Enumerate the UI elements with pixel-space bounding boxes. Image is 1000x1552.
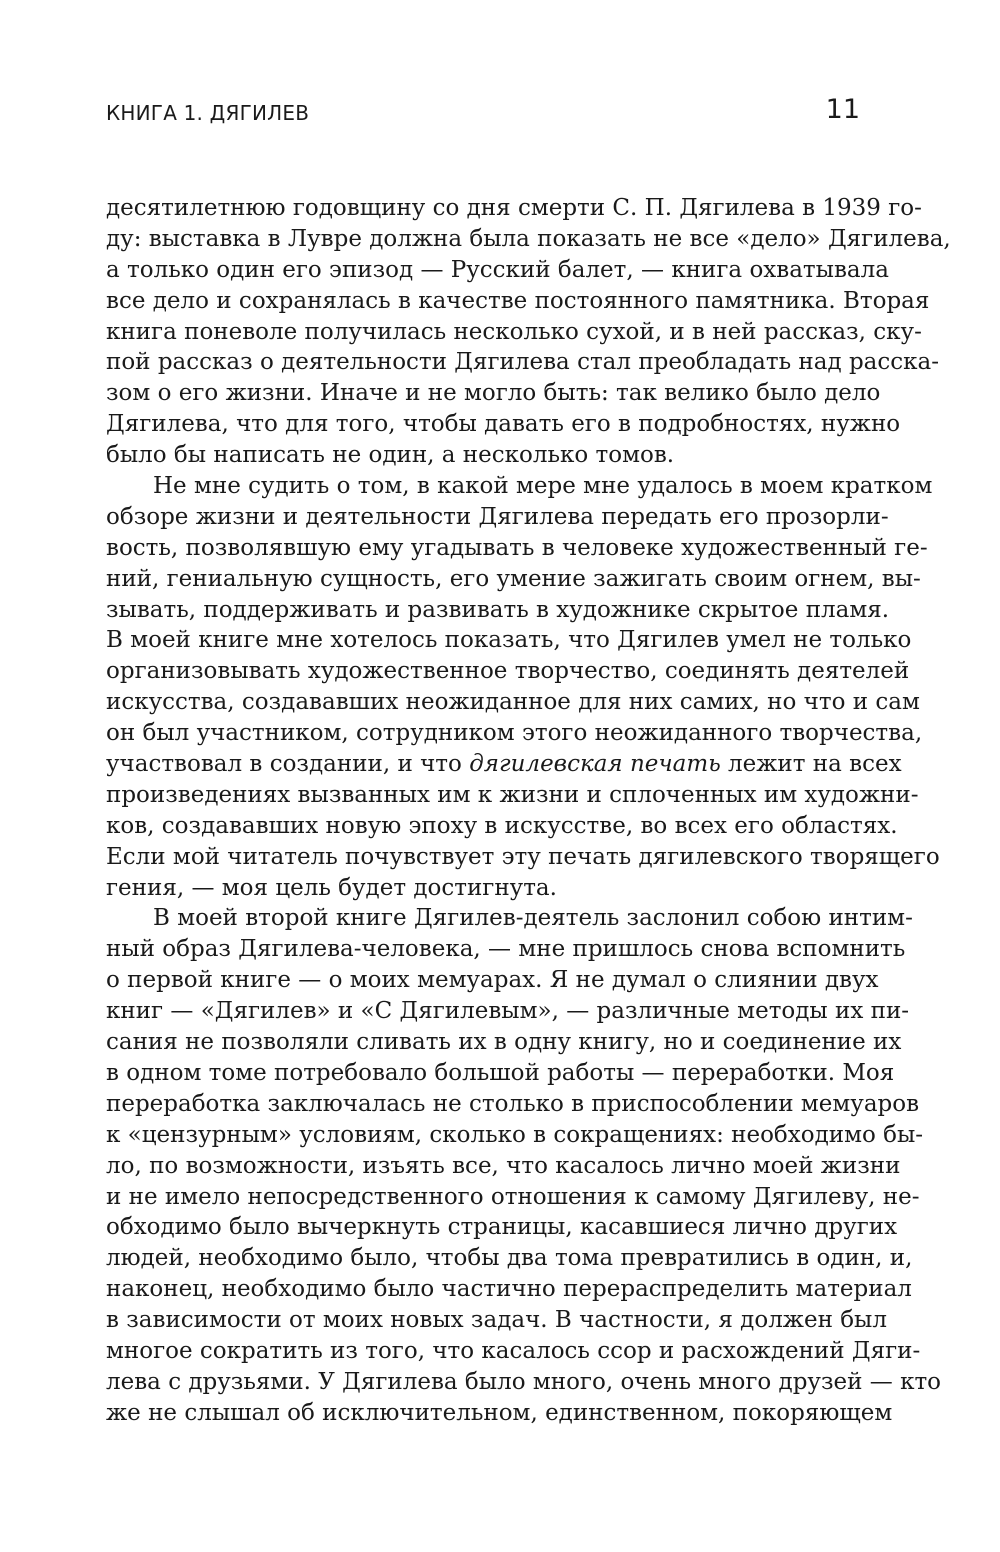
text-line: в зависимости от моих новых задач. В частности, я должен был [106, 1307, 887, 1334]
text-line: Если мой читатель почувствует эту печать дягилевского творящего [106, 843, 940, 870]
text-line: гения, — моя цель будет достигнута. [106, 874, 557, 901]
text-line: а только один его эпизод — Русский балет, — книга охватывала [106, 256, 889, 283]
text-line: книг — «Дягилев» и «С Дягилевым», — различные методы их пи- [106, 998, 910, 1025]
text-line: в одном томе потребовало большой работы — переработки. Моя [106, 1059, 895, 1086]
text-line: ков, создававших новую эпоху в искусстве, во всех его областях. [106, 812, 898, 839]
text-run: лежит на всех [720, 751, 902, 778]
text-line: Не мне судить о том, в какой мере мне удалось в моем кратком [153, 473, 933, 500]
text-line: десятилетнюю годовщину со дня смерти С. П. Дягилева в 1939 го- [106, 195, 922, 221]
page-number: 11 [825, 94, 860, 125]
text-line: сания не позволяли сливать их в одну книгу, но и соединение их [106, 1029, 902, 1056]
text-line: лева с друзьями. У Дягилева было много, очень много друзей — кто [106, 1368, 942, 1395]
text-line: все дело и сохранялась в качестве постоянного памятника. Вторая [106, 287, 930, 314]
text-line: и не имело непосредственного отношения к самому Дягилеву, не- [106, 1183, 920, 1210]
text-line: наконец, необходимо было частично перераспределить материал [106, 1276, 912, 1303]
italic-phrase: дягилевская печать [469, 751, 721, 778]
text-line: В моей второй книге Дягилев-деятель заслонил собою интим- [153, 905, 913, 932]
text-line: обходимо было вычеркнуть страницы, касавшиеся лично других [106, 1214, 898, 1241]
paragraph-3 [106, 903, 942, 1428]
text-line: было бы написать не один, а несколько томов. [106, 442, 675, 469]
text-line: ний, гениальную сущность, его умение зажигать своим огнем, вы- [106, 565, 921, 592]
text-line: обзоре жизни и деятельности Дягилева передать его прозорли- [106, 503, 889, 530]
text-line: к «цензурным» условиям, сколько в сокращениях: необходимо бы- [106, 1121, 924, 1148]
text-line: организовывать художественное творчество, соединять деятелей [106, 658, 910, 685]
text-line: искусства, создававших неожиданное для них самих, но что и сам [106, 689, 920, 716]
text-line: книга поневоле получилась несколько сухой, и в ней рассказ, ску- [106, 318, 922, 345]
text-line: он был участником, сотрудником этого неожиданного творчества, [106, 720, 923, 747]
text-line: Дягилева, что для того, чтобы давать его в подробностях, нужно [106, 411, 901, 438]
text-line-with-italic [106, 749, 902, 780]
text-line: многое сократить из того, что касалось ссор и расхождений Дяги- [106, 1337, 921, 1364]
text-line: ду: выставка в Лувре должна была показать не все «дело» Дягилева, [106, 225, 951, 252]
text-line: переработка заключалась не столько в приспособлении мемуаров [106, 1090, 920, 1117]
text-line: зом о его жизни. Иначе и не могло быть: так велико было дело [106, 380, 881, 407]
text-line: людей, необходимо было, чтобы два тома превратились в один, и, [106, 1245, 913, 1272]
running-head: КНИГА 1. ДЯГИЛЕВ [106, 101, 310, 125]
text-line: зывать, поддерживать и развивать в художнике скрытое пламя. [106, 596, 890, 623]
text-line: ло, по возможности, изъять все, что касалось лично моей жизни [106, 1152, 901, 1179]
text-line: пой рассказ о деятельности Дягилева стал преобладать над расска- [106, 349, 939, 376]
paragraph-2 [106, 471, 940, 903]
text-line: В моей книге мне хотелось показать, что Дягилев умел не только [106, 627, 912, 654]
text-line: о первой книге — о моих мемуарах. Я не думал о слиянии двух [106, 967, 879, 994]
text-line: произведениях вызванных им к жизни и сплоченных им художни- [106, 781, 919, 808]
text-line: ный образ Дягилева-человека, — мне пришлось снова вспомнить [106, 936, 906, 963]
text-line: вость, позволявшую ему угадывать в человеке художественный ге- [106, 534, 928, 561]
body-text [106, 193, 951, 1429]
text-line: же не слышал об исключительном, единственном, покоряющем [106, 1399, 893, 1426]
paragraph-1 [106, 193, 951, 471]
text-run: участвовал в создании, и что [106, 751, 470, 778]
